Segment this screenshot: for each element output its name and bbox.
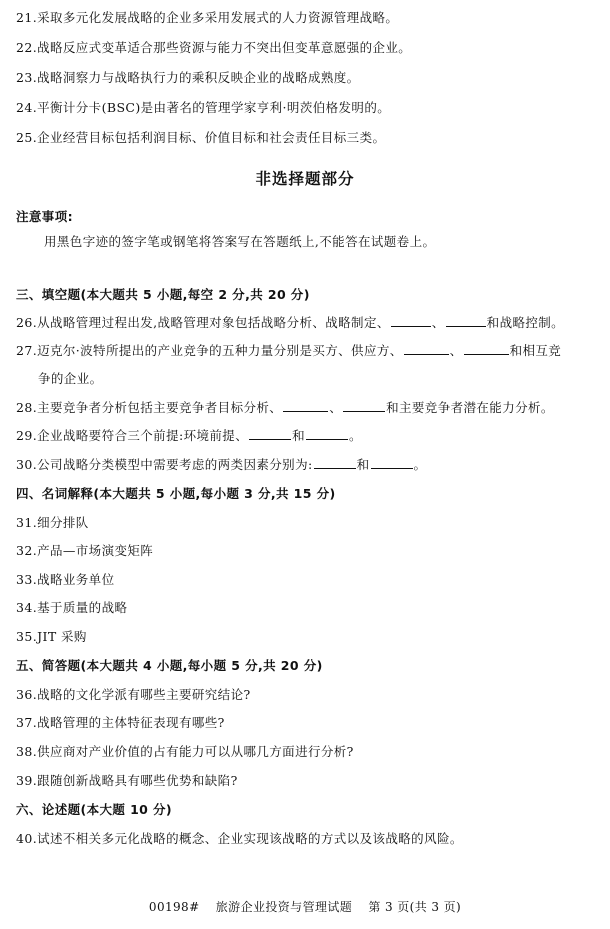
question-21: 21.采取多元化发展战略的企业多采用发展式的人力资源管理战略。 — [16, 10, 399, 25]
page-number: 第 3 页(共 3 页) — [368, 900, 462, 914]
exam-title: 旅游企业投资与管理试题 — [215, 900, 353, 914]
answer-blank[interactable] — [314, 456, 356, 469]
exam-code: 00198# — [148, 900, 200, 914]
part-title: 非选择题部分 — [255, 170, 355, 188]
question-30: 30.公司战略分类模型中需要考虑的两类因素分别为: 和 。 — [16, 457, 427, 472]
question-26: 26.从战略管理过程出发,战略管理对象包括战略分析、战略制定、 、 和战略控制。 — [16, 315, 565, 330]
answer-blank[interactable] — [446, 314, 486, 327]
question-32: 32.产品—市场演变矩阵 — [16, 543, 154, 558]
question-39: 39.跟随创新战略具有哪些优势和缺陷? — [16, 773, 238, 788]
answer-blank[interactable] — [404, 342, 449, 355]
section4-heading: 四、名词解释(本大题共 5 小题,每小题 3 分,共 15 分) — [16, 486, 336, 501]
question-24: 24.平衡计分卡(BSC)是由著名的管理学家亨利·明茨伯格发明的。 — [16, 100, 391, 115]
section3-heading: 三、填空题(本大题共 5 小题,每空 2 分,共 20 分) — [16, 287, 310, 302]
question-40: 40.试述不相关多元化战略的概念、企业实现该战略的方式以及该战略的风险。 — [16, 831, 463, 846]
question-28: 28.主要竞争者分析包括主要竞争者目标分析、 、 和主要竞争者潜在能力分析。 — [16, 400, 554, 415]
question-37: 37.战略管理的主体特征表现有哪些? — [16, 715, 225, 730]
page-footer — [0, 898, 610, 915]
answer-blank[interactable] — [306, 427, 348, 440]
question-33: 33.战略业务单位 — [16, 572, 115, 587]
question-25: 25.企业经营目标包括利润目标、价值目标和社会责任目标三类。 — [16, 130, 386, 145]
answer-blank[interactable] — [371, 456, 413, 469]
answer-blank[interactable] — [464, 342, 509, 355]
answer-blank[interactable] — [249, 427, 291, 440]
question-23: 23.战略洞察力与战略执行力的乘积反映企业的战略成熟度。 — [16, 70, 360, 85]
section5-heading: 五、简答题(本大题共 4 小题,每小题 5 分,共 20 分) — [16, 658, 323, 673]
question-36: 36.战略的文化学派有哪些主要研究结论? — [16, 687, 251, 702]
section6-heading: 六、论述题(本大题 10 分) — [16, 802, 173, 817]
question-38: 38.供应商对产业价值的占有能力可以从哪几方面进行分析? — [16, 744, 354, 759]
question-35: 35.JIT 采购 — [16, 629, 87, 644]
notice-text: 用黑色字迹的签字笔或钢笔将答案写在答题纸上,不能答在试题卷上。 — [44, 234, 436, 249]
question-27-continued: 争的企业。 — [38, 371, 103, 386]
answer-blank[interactable] — [343, 399, 385, 412]
answer-blank[interactable] — [391, 314, 431, 327]
question-34: 34.基于质量的战略 — [16, 600, 128, 615]
question-29: 29.企业战略要符合三个前提:环境前提、 和 。 — [16, 428, 362, 443]
question-31: 31.细分排队 — [16, 515, 89, 530]
answer-blank[interactable] — [283, 399, 328, 412]
question-27: 27.迈克尔·波特所提出的产业竞争的五种力量分别是买方、供应方、 、 和相互竞 — [16, 343, 562, 358]
question-22: 22.战略反应式变革适合那些资源与能力不突出但变革意愿强的企业。 — [16, 40, 412, 55]
notice-heading: 注意事项: — [16, 209, 73, 224]
